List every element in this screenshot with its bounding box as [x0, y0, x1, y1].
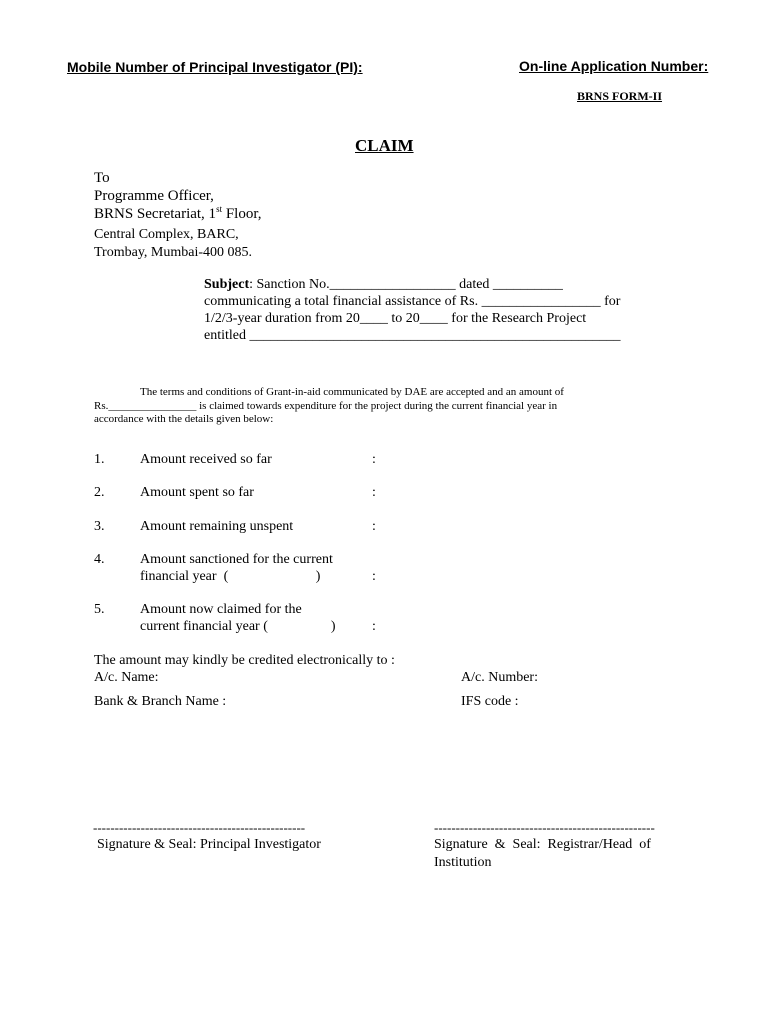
item-colon: :: [372, 452, 376, 467]
subject-line-3: 1/2/3-year duration from 20____ to 20____ for the Research Project: [204, 311, 587, 326]
application-number-label: On-line Application Number:: [519, 58, 709, 74]
pi-signature-label: Signature & Seal: Principal Investigator: [97, 837, 321, 852]
address-to: To: [94, 170, 110, 186]
registrar-signature-label-line-2: Institution: [434, 855, 492, 870]
subject-line-1: Subject: Sanction No.__________________ dated __________: [204, 277, 563, 292]
terms-line-1: The terms and conditions of Grant-in-aid communicated by DAE are accepted and an amount of: [140, 386, 564, 398]
subject-line-4: entitled _____________________________________________________: [204, 328, 621, 343]
item-number: 4.: [94, 552, 105, 567]
bank-branch-label: Bank & Branch Name :: [94, 694, 227, 709]
item-label: Amount spent so far: [140, 485, 254, 500]
address-complex: Central Complex, BARC,: [94, 227, 239, 242]
item-colon: :: [372, 619, 376, 634]
item-number: 2.: [94, 485, 105, 500]
subject-line-2: communicating a total financial assistance of Rs. _________________ for: [204, 294, 621, 309]
item-label-line-2: financial year ( ): [140, 569, 321, 584]
item-label: Amount remaining unspent: [140, 519, 294, 534]
terms-line-3: accordance with the details given below:: [94, 413, 274, 425]
account-name-label: A/c. Name:: [94, 670, 159, 685]
pi-mobile-label: Mobile Number of Principal Investigator (PI):: [67, 59, 363, 75]
address-officer: Programme Officer,: [94, 188, 214, 204]
account-number-label: A/c. Number:: [461, 670, 538, 685]
form-code: BRNS FORM-II: [577, 89, 663, 103]
item-number: 3.: [94, 519, 105, 534]
item-number: 5.: [94, 602, 105, 617]
ifs-code-label: IFS code :: [461, 694, 519, 709]
page-title: CLAIM: [355, 136, 414, 155]
item-label: Amount received so far: [140, 452, 272, 467]
item-label: Amount sanctioned for the current: [140, 552, 333, 567]
pi-signature-line: -------------------------------------------------: [93, 820, 306, 835]
address-city: Trombay, Mumbai-400 085.: [94, 245, 253, 260]
item-colon: :: [372, 485, 376, 500]
terms-line-2: Rs.________________ is claimed towards expenditure for the project during the current financial year in: [94, 400, 558, 412]
bank-intro: The amount may kindly be credited electronically to :: [94, 653, 395, 668]
address-secretariat: BRNS Secretariat, 1st Floor,: [94, 204, 262, 222]
item-label-line-2: current financial year ( ): [140, 619, 336, 634]
item-colon: :: [372, 569, 376, 584]
item-colon: :: [372, 519, 376, 534]
item-number: 1.: [94, 452, 105, 467]
subject-label: Subject: [204, 277, 250, 292]
item-label: Amount now claimed for the: [140, 602, 302, 617]
registrar-signature-line: ---------------------------------------------------: [434, 820, 655, 835]
registrar-signature-label: Signature & Seal: Registrar/Head of: [434, 837, 651, 852]
